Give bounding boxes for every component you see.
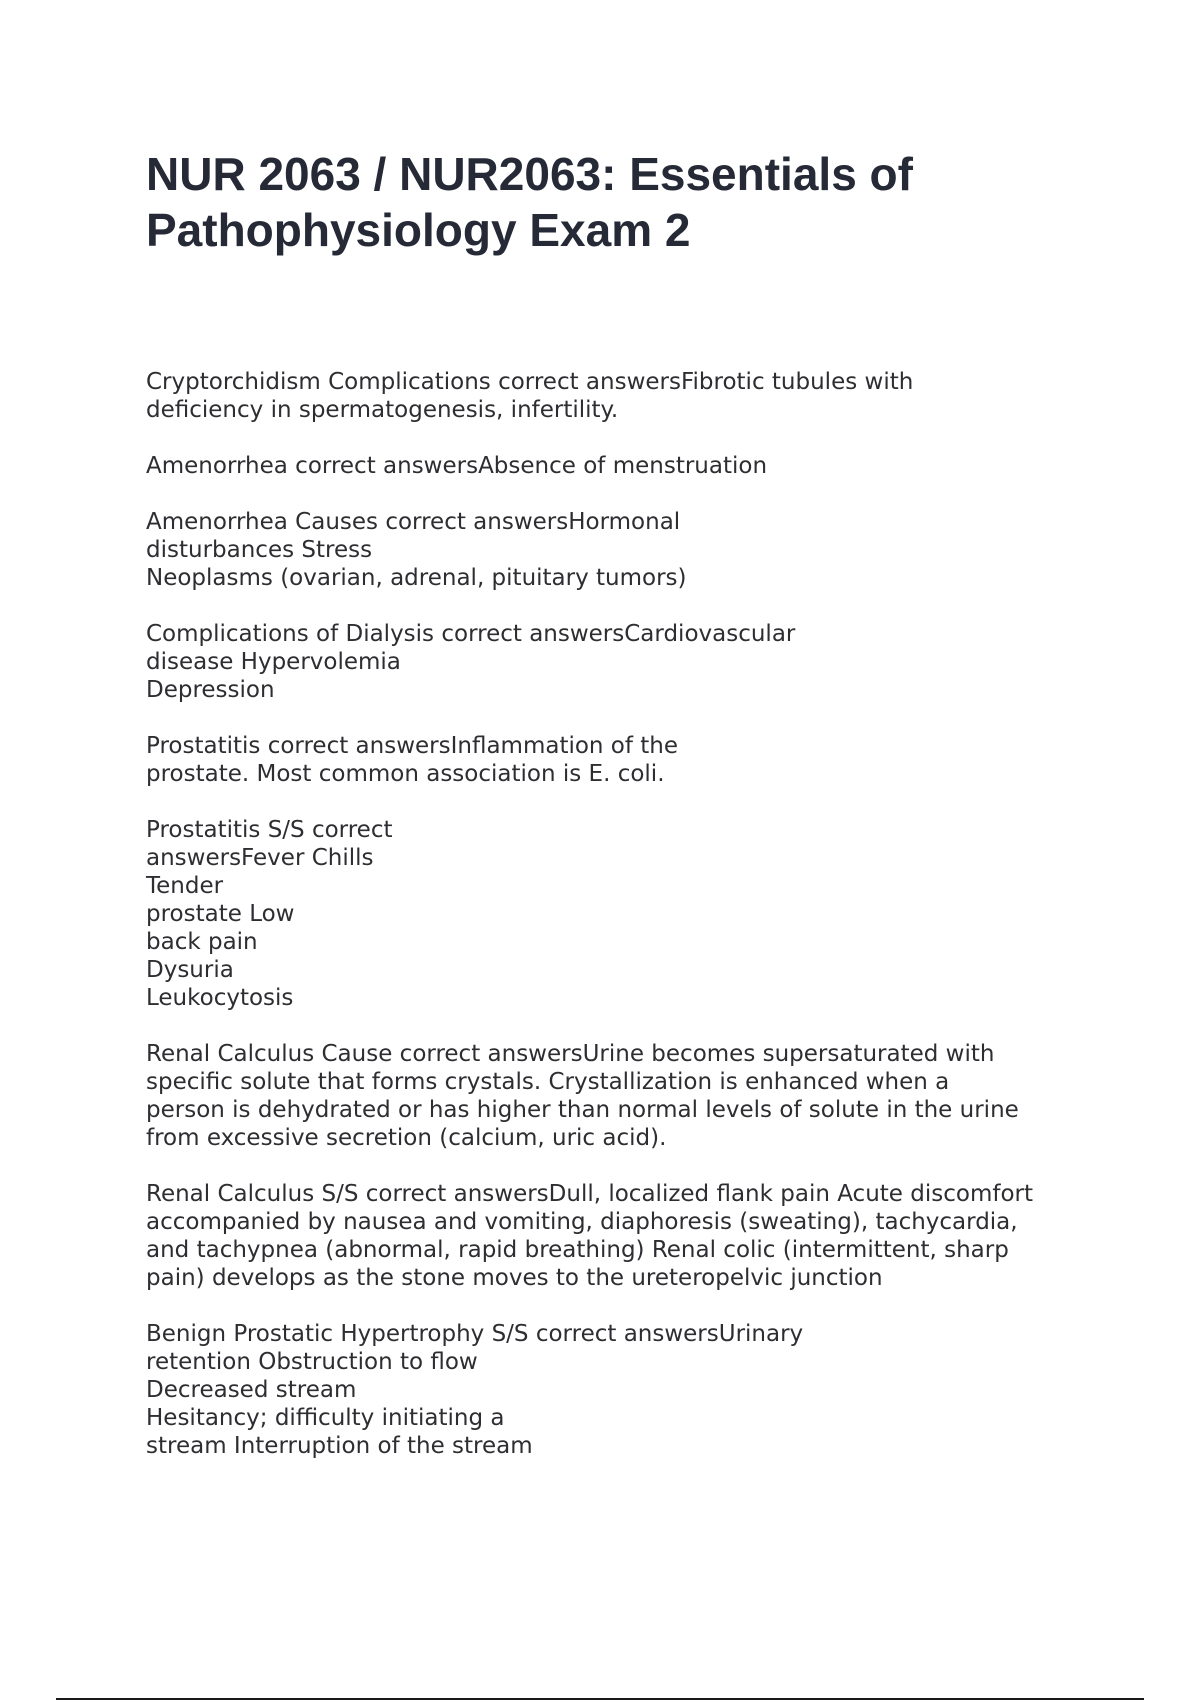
qa-entry-line: Decreased stream [146,1377,357,1403]
qa-entry-line: disease Hypervolemia [146,649,401,675]
qa-entry-line: Prostatitis S/S correct [146,817,393,843]
qa-entry [146,508,1086,592]
qa-entry-line: Prostatitis correct answersInflammation of the [146,733,679,759]
qa-entry [146,1040,1086,1152]
qa-entry-line: retention Obstruction to flow [146,1349,478,1375]
qa-entry-line: prostate Low [146,901,295,927]
title-line: NUR 2063 / NUR2063: Essentials of [146,148,913,200]
qa-entry-list [146,368,1086,1488]
qa-entry [146,732,1086,788]
qa-entry [146,816,1086,1012]
qa-entry-line: Benign Prostatic Hypertrophy S/S correct answersUrinary [146,1321,804,1347]
qa-entry-line: and tachypnea (abnormal, rapid breathing) Renal colic (intermittent, sharp [146,1237,1009,1263]
qa-entry-line: Renal Calculus Cause correct answersUrine becomes supersaturated with [146,1041,995,1067]
qa-entry-line: Amenorrhea correct answersAbsence of menstruation [146,453,768,479]
qa-entry-line: answersFever Chills [146,845,374,871]
page-title [146,146,1046,258]
qa-entry-line: Dysuria [146,957,234,983]
qa-entry-line: Leukocytosis [146,985,294,1011]
qa-entry-line: deficiency in spermatogenesis, infertility. [146,397,619,423]
qa-entry-line: from excessive secretion (calcium, uric acid). [146,1125,667,1151]
qa-entry-line: specific solute that forms crystals. Crystallization is enhanced when a [146,1069,950,1095]
qa-entry-line: Renal Calculus S/S correct answersDull, localized flank pain Acute discomfort [146,1181,1033,1207]
qa-entry [146,368,1086,424]
qa-entry-line: prostate. Most common association is E. coli. [146,761,665,787]
qa-entry [146,1180,1086,1292]
qa-entry-line: Tender [146,873,224,899]
qa-entry-line: back pain [146,929,258,955]
qa-entry-line: Cryptorchidism Complications correct answersFibrotic tubules with [146,369,914,395]
title-line: Pathophysiology Exam 2 [146,204,691,256]
qa-entry-line: person is dehydrated or has higher than normal levels of solute in the urine [146,1097,1019,1123]
qa-entry [146,1320,1086,1460]
qa-entry-line: Neoplasms (ovarian, adrenal, pituitary tumors) [146,565,687,591]
qa-entry [146,452,1086,480]
qa-entry-line: Depression [146,677,275,703]
qa-entry-line: disturbances Stress [146,537,373,563]
qa-entry-line: pain) develops as the stone moves to the ureteropelvic junction [146,1265,883,1291]
qa-entry [146,620,1086,704]
qa-entry-line: Hesitancy; difficulty initiating a [146,1405,505,1431]
qa-entry-line: stream Interruption of the stream [146,1433,533,1459]
qa-entry-line: Amenorrhea Causes correct answersHormonal [146,509,681,535]
qa-entry-line: accompanied by nausea and vomiting, diaphoresis (sweating), tachycardia, [146,1209,1018,1235]
qa-entry-line: Complications of Dialysis correct answersCardiovascular [146,621,796,647]
